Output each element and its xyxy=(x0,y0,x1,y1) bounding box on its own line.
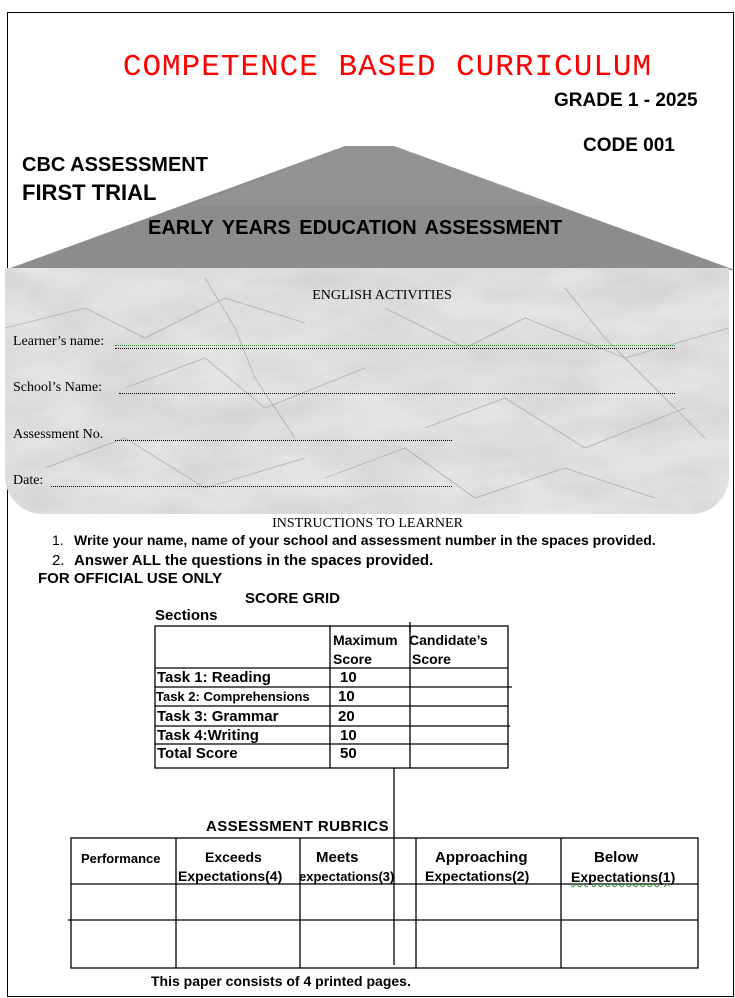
rubric-header-exceeds: Exceeds xyxy=(205,849,262,865)
task-row-max: 10 xyxy=(340,727,357,744)
candidate-score-header: Candidate’s xyxy=(409,632,488,648)
rubric-header-meets: Meets xyxy=(316,849,359,866)
task-row-label: Task 4:Writing xyxy=(157,727,259,744)
school-name-label: School’s Name: xyxy=(13,380,103,395)
score-grid-title: SCORE GRID xyxy=(245,590,341,607)
task-row-max: 10 xyxy=(338,688,355,705)
instructions-heading: INSTRUCTIONS TO LEARNER xyxy=(272,516,463,531)
rubrics-title: ASSESSMENT RUBRICS xyxy=(206,818,390,835)
code-label: CODE 001 xyxy=(583,135,675,156)
grade-label: GRADE 1 - 2025 xyxy=(554,90,698,111)
task-row-label: Task 1: Reading xyxy=(157,669,271,686)
learner-name-label: Learner’s name: xyxy=(13,334,105,349)
instruction-text: Write your name, name of your school and assessment number in the spaces provided. xyxy=(74,532,656,548)
subject-title: ENGLISH ACTIVITIES xyxy=(312,288,452,303)
rubric-header-meets-2: expectations(3) xyxy=(299,869,395,884)
max-score-header-2: Score xyxy=(333,651,372,667)
instruction-text: Answer ALL the questions in the spaces provided. xyxy=(74,552,434,569)
task-row-max: 20 xyxy=(338,708,355,725)
rubric-header-approaching-2: Expectations(2) xyxy=(425,868,530,884)
official-use-label: FOR OFFICIAL USE ONLY xyxy=(38,570,223,587)
date-label: Date: xyxy=(13,473,44,488)
task-row-max: 10 xyxy=(340,669,357,686)
assessment-no-label: Assessment No. xyxy=(13,427,104,442)
instruction-number: 2. xyxy=(52,552,65,569)
page-footer: This paper consists of 4 printed pages. xyxy=(151,973,411,989)
curriculum-title: COMPETENCE BASED CURRICULUM xyxy=(122,50,653,85)
rubric-header-below: Below xyxy=(594,849,639,866)
task-row-label: Task 2: Comprehensions xyxy=(156,689,310,704)
candidate-score-header-2: Score xyxy=(412,651,451,667)
total-row-label: Total Score xyxy=(157,745,238,762)
rubric-header-performance: Performance xyxy=(81,851,161,866)
instruction-number: 1. xyxy=(52,532,64,548)
sections-label: Sections xyxy=(155,607,218,624)
rubric-header-approaching: Approaching xyxy=(435,849,528,866)
task-row-label: Task 3: Grammar xyxy=(157,708,279,725)
banner-title: EARLY YEARS EDUCATION ASSESSMENT xyxy=(148,217,563,239)
max-score-header: Maximum xyxy=(333,632,398,648)
trial-label: FIRST TRIAL xyxy=(22,180,157,205)
total-row-max: 50 xyxy=(340,745,357,762)
rubric-header-below-2: Expectations(1) xyxy=(571,869,676,885)
assessment-label: CBC ASSESSMENT xyxy=(22,154,208,176)
rubric-header-exceeds-2: Expectations(4) xyxy=(178,868,283,884)
